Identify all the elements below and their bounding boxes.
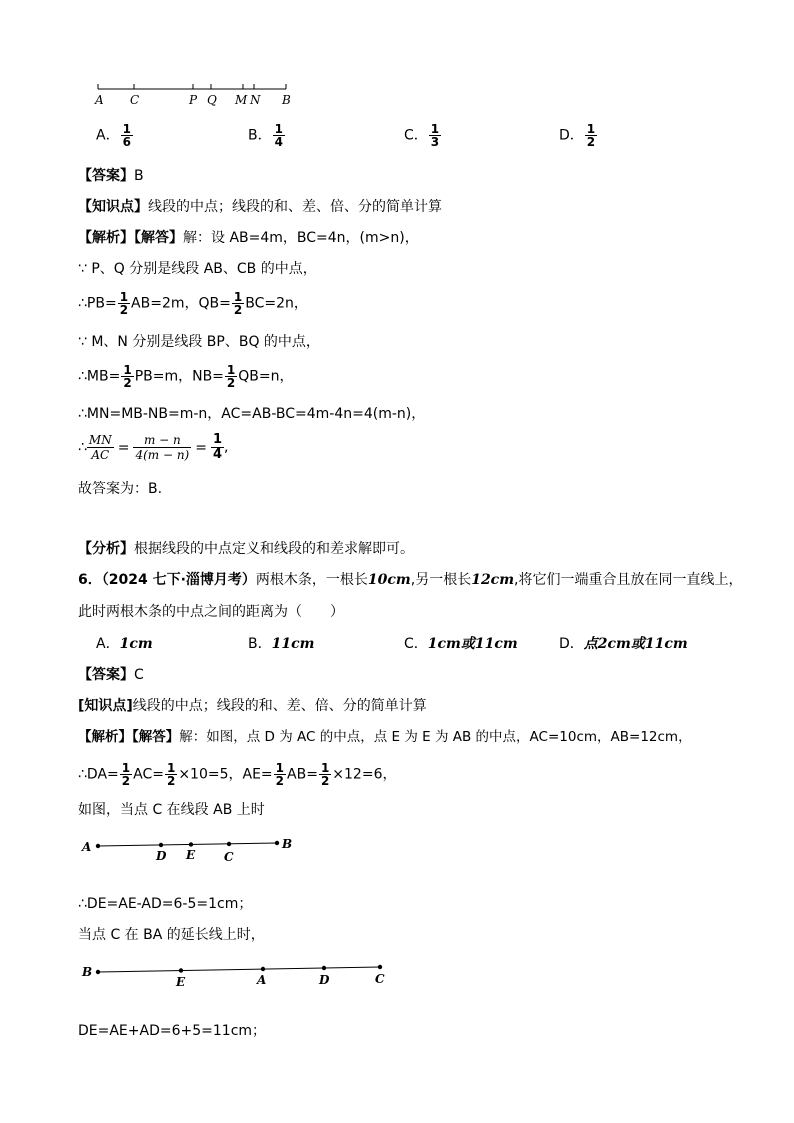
text-part: AC= (133, 766, 164, 783)
label-a: A (82, 840, 92, 854)
solution-tag: 【解答】 (132, 729, 180, 745)
point-a (261, 967, 265, 971)
label-a: A (95, 93, 104, 107)
prev-line6: ∴MN=MB-NB=m-n，AC=AB-BC=4m-4n=4(m-n)， (78, 406, 426, 422)
segment-figure-2 (78, 958, 398, 994)
ratio-den: 4 (212, 447, 223, 462)
option-text: 11cm (271, 636, 315, 652)
option-num: 1 (122, 122, 131, 136)
half-den: 2 (123, 376, 132, 390)
q6-option-d[interactable] (559, 635, 688, 653)
ratio-num: MN (88, 433, 112, 447)
option-den: 4 (274, 135, 283, 149)
ratio-num: m − n (133, 433, 191, 448)
half-den: 2 (233, 303, 243, 317)
point-e (179, 968, 183, 972)
q6-line6: DE=AE+AD=6+5=11cm； (78, 1023, 267, 1039)
prev-fenxi (78, 540, 414, 558)
point-d (159, 843, 163, 847)
point-e (189, 842, 193, 846)
prev-line5 (78, 364, 294, 389)
q6-stem-line1 (78, 571, 742, 589)
label-d: D (319, 973, 330, 987)
label-c: C (130, 93, 140, 107)
label-e: E (186, 848, 196, 862)
half-num: 1 (233, 290, 243, 304)
option-letter: A． (96, 636, 120, 652)
label-b: B (282, 837, 293, 851)
option-num: 1 (274, 122, 283, 136)
prev-line2: ∵ P、Q 分别是线段 AB、CB 的中点， (78, 261, 317, 277)
option-text: 1cm (119, 636, 153, 652)
knowledge-text: 线段的中点；线段的和、差、倍、分的简单计算 (132, 698, 427, 714)
q6-knowledge (78, 697, 427, 715)
prev-line7 (78, 433, 228, 462)
segment-line (98, 967, 380, 972)
knowledge-text: 线段的中点；线段的和、差、倍、分的简单计算 (148, 199, 442, 215)
option-c[interactable] (404, 123, 442, 148)
text-part: ×12=6， (332, 766, 397, 783)
option-text: 1cm或11cm (427, 636, 518, 652)
half-den: 2 (275, 774, 285, 788)
answer-tag: 【答案】 (78, 667, 134, 683)
point-b (96, 970, 100, 974)
label-b: B (282, 93, 291, 107)
analysis-tag: 【解析】 (78, 230, 134, 246)
q6-answer (78, 666, 144, 684)
half-den: 2 (166, 774, 176, 788)
solution-text: 解：设 AB=4m，BC=4n，(m>n)， (183, 230, 419, 246)
half-num: 1 (123, 363, 132, 377)
label-m: M (235, 93, 248, 107)
option-letter: A． (96, 127, 120, 144)
q6-line2 (78, 762, 396, 787)
prev-line8: 故答案为：B. (78, 481, 163, 497)
label-d: D (156, 849, 167, 863)
text-part: ∴PB= (78, 295, 117, 312)
segment-figure-1 (78, 832, 308, 868)
half-num: 1 (320, 761, 330, 775)
text-part: AB= (287, 766, 318, 783)
prev-line3 (78, 291, 308, 316)
answer-value: C (134, 667, 144, 683)
solution-tag: 【解答】 (134, 230, 183, 246)
analysis-tag: 【解析】 (78, 729, 132, 745)
stem-text: ,将它们一端重合且放在同一直线上， (514, 572, 743, 588)
fenxi-tag: 【分析】 (78, 541, 134, 557)
text-part: ∴MB= (78, 368, 121, 385)
option-d[interactable] (559, 123, 598, 148)
ratio-den: 4(m − n) (135, 448, 190, 462)
half-num: 1 (166, 761, 176, 775)
q6-option-b[interactable] (248, 635, 314, 653)
option-letter: C． (404, 636, 428, 652)
answer-value: B (134, 168, 144, 184)
half-den: 2 (226, 376, 236, 390)
stem-text: 两根木条，一根长 (255, 572, 368, 588)
stem-text: ,另一根长 (410, 572, 472, 588)
half-num: 1 (119, 290, 129, 304)
label-e: E (176, 975, 186, 989)
therefore: ∴ (78, 439, 87, 456)
q6-line4: ∴DE=AE-AD=6-5=1cm； (78, 896, 253, 912)
option-text: 点2cm或11cm (583, 636, 688, 652)
point-b (275, 841, 279, 845)
option-num: 1 (430, 122, 440, 136)
prev-answer (78, 167, 144, 185)
answer-tag: 【答案】 (78, 168, 134, 184)
prev-line4: ∵ M、N 分别是线段 BP、BQ 的中点， (78, 334, 320, 350)
q6-line3: 如图，当点 C 在线段 AB 上时 (78, 802, 265, 818)
label-q: Q (207, 93, 217, 107)
option-letter: C． (404, 127, 428, 144)
option-letter: D． (559, 636, 584, 652)
half-den: 2 (320, 774, 330, 788)
label-c: C (375, 972, 385, 986)
point-a (96, 844, 100, 848)
option-den: 6 (122, 135, 131, 149)
label-n: N (250, 93, 261, 107)
half-den: 2 (121, 774, 131, 788)
text-part: PB=m，NB= (134, 368, 224, 385)
label-b: B (82, 965, 93, 979)
prev-analysis-line1 (78, 229, 419, 247)
fenxi-text: 根据线段的中点定义和线段的和差求解即可。 (134, 541, 414, 557)
comma: , (224, 439, 229, 456)
option-a[interactable] (96, 123, 134, 148)
option-letter: B． (248, 127, 272, 144)
point-c (378, 965, 382, 969)
q6-option-c[interactable] (404, 635, 518, 653)
half-num: 1 (275, 761, 285, 775)
solution-text: 解：如图，点 D 为 AC 的中点，点 E 为 E 为 AB 的中点，AC=10cm，AB=12cm， (179, 729, 692, 745)
half-num: 1 (226, 363, 236, 377)
text-part: BC=2n， (245, 295, 308, 312)
label-p: P (189, 93, 198, 107)
option-num: 1 (586, 122, 596, 136)
equals: = (195, 439, 207, 456)
question-number: 6． (78, 572, 102, 588)
stem-length: 10cm (367, 572, 411, 588)
option-den: 2 (586, 135, 596, 149)
segment-line (98, 843, 277, 846)
label-c: C (224, 850, 234, 864)
text-part: ×10=5，AE= (178, 766, 273, 783)
q6-line5: 当点 C 在 BA 的延长线上时， (78, 927, 265, 943)
half-den: 2 (119, 303, 129, 317)
stem-length: 12cm (471, 572, 515, 588)
option-b[interactable] (248, 123, 286, 148)
text-part: AB=2m，QB= (131, 295, 231, 312)
label-a: A (257, 973, 267, 987)
q6-analysis-line1 (78, 728, 692, 746)
option-letter: D． (559, 127, 584, 144)
number-line-figure (90, 82, 300, 112)
ratio-num: 1 (212, 432, 223, 447)
point-c (227, 842, 231, 846)
knowledge-tag: 【知识点】 (78, 199, 148, 215)
text-part: ∴DA= (78, 766, 119, 783)
ratio-den: AC (91, 448, 110, 462)
option-letter: B． (248, 636, 272, 652)
q6-option-a[interactable] (96, 635, 153, 653)
knowledge-tag: [知识点] (78, 698, 133, 714)
text-part: QB=n， (238, 368, 294, 385)
option-den: 3 (430, 135, 440, 149)
equals: = (117, 439, 130, 456)
question-source: （2024 七下·淄博月考） (101, 572, 256, 588)
point-d (322, 966, 326, 970)
q6-stem-line2: 此时两根木条的中点之间的距离为（ ） (78, 604, 344, 620)
prev-knowledge (78, 198, 442, 216)
half-num: 1 (121, 761, 131, 775)
